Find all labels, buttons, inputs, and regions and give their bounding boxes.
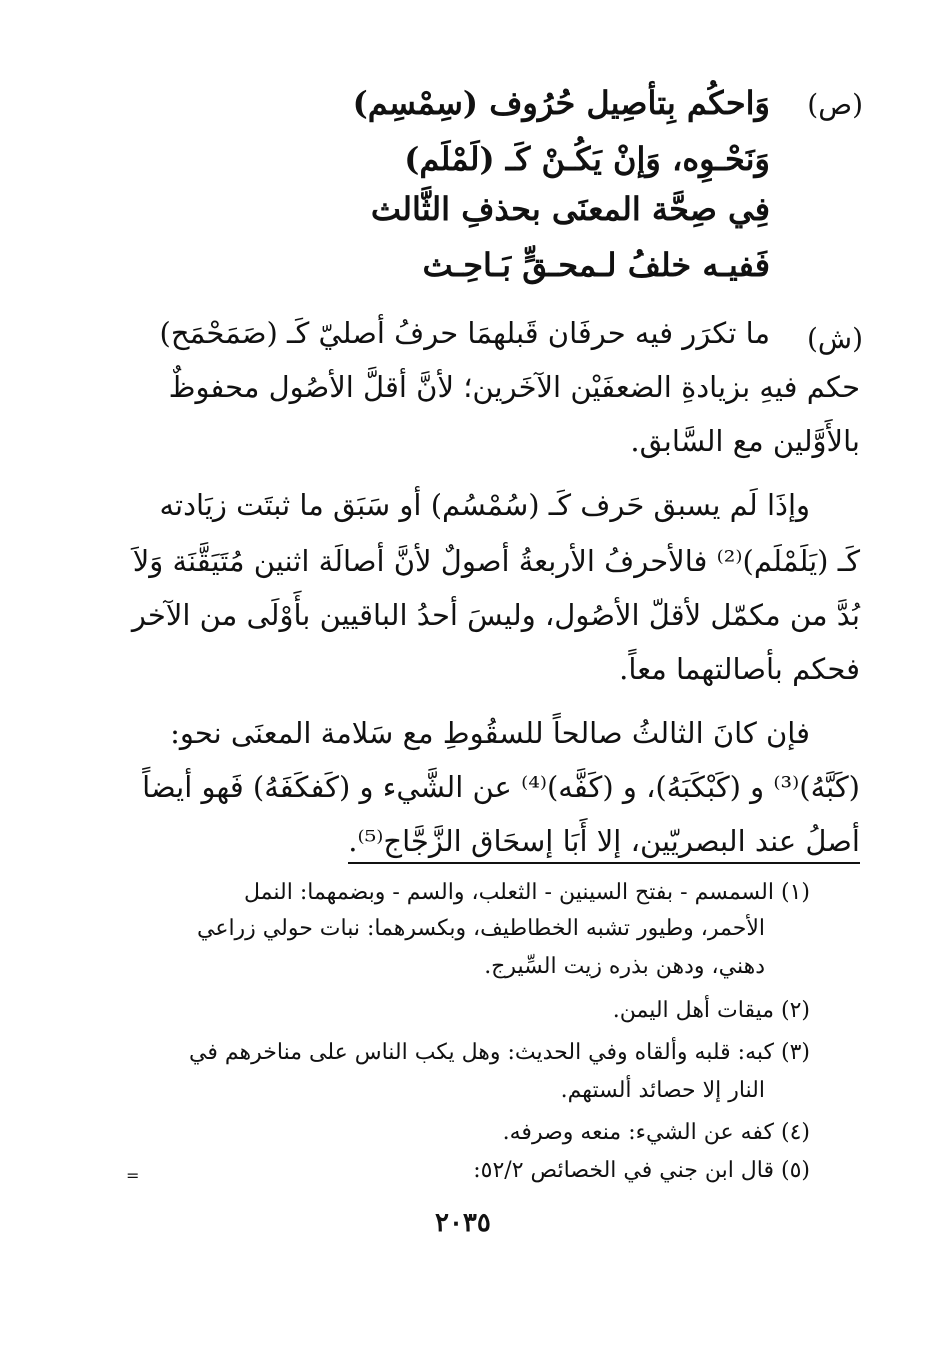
verse-line: وَاحكُم بِتأصِيل حُرُوف (سِمْسِم)	[352, 84, 770, 122]
footnote-line: (٣) كبه: قلبه وألقاه وفي الحديث: وهل يكب الناس على مناخرهم في	[189, 1040, 810, 1065]
page-number: ٢٠٣٥	[435, 1208, 491, 1238]
footnote-line: (٥) قال ابن جني في الخصائص ٥٢/٢:	[473, 1158, 810, 1183]
commentary-line: فحكم بأصالتهما معاً.	[619, 652, 860, 686]
commentary-line: أصلُ عند البصريّين، إلا أَبَا إسحَاق الزَّجَّاج⁽⁵⁾.	[348, 824, 860, 864]
commentary-line: فإن كانَ الثالثُ صالحاً للسقُوطِ مع سَلامة المعنَى نحو:	[170, 716, 810, 750]
footnote-line: الأحمر، وطيور تشبه الخطاطيف، وبكسرهما: نبات حولي زراعي	[196, 916, 765, 941]
verse-line: وَنَحْـوِه، وَإنْ يَكُـنْ كَـ (لَمْلَم)	[404, 140, 770, 178]
verse-line: فِي صِحَّة المعنَى بحذفِ الثَّالث	[370, 190, 770, 228]
commentary-line: بالأَوَّلين مع السَّابق.	[630, 424, 860, 458]
footnote-line: النار إلا حصائد ألستهم.	[560, 1078, 765, 1103]
commentary-line: وإذَا لَم يسبق حَرف كَـ (سُمْسُم) أو سَبَق ما ثبتَت زيَادته	[159, 488, 810, 522]
footnote-line: (٤) كفه عن الشيء: منعه وصرفه.	[502, 1120, 810, 1145]
commentary-line: بُدَّ من مكمّل لأقلّ الأصُول، وليسَ أحدُ الباقيين بأَوْلَى من الآخر	[131, 598, 860, 632]
verse-line: فَفيـه خلفُ لـمحـقٍّ بَـاحِـث	[422, 246, 770, 284]
commentary-line: ما تكرَر فيه حرفَان قَبلهمَا حرفُ أصليّ كَـ (صَمَحْمَح)	[159, 316, 770, 350]
commentary-line: حكم فيهِ بزيادةِ الضعفَيْن الآخَرين؛ لأنَّ أقلَّ الأصُول محفوظٌ	[168, 370, 860, 404]
footnote-line: (١) السمسم - بفتح السينين - الثعلب، والسم - وبضمهما: النمل	[244, 880, 810, 905]
verse-marker: (ص)	[807, 88, 863, 121]
commentary-line: كَـ (يَلَمْلَم)⁽²⁾ فالأحرفُ الأربعةُ أصولٌ لأنَّ أصالَة اثنين مُتَيَقَّنَة وَلاَ	[132, 544, 860, 578]
commentary-line: (كَبَّهُ)⁽³⁾ و (كَبْكَبَهُ)، و (كَفَّه)⁽⁴⁾ عن الشَّيء و (كَفكَفَهُ) فَهو أيضاً	[142, 770, 860, 804]
footnote-line: (٢) ميقات أهل اليمن.	[612, 998, 810, 1023]
footnote-line: دهني، ودهن بذره زيت السِّيرج.	[484, 954, 765, 979]
edge-mark: =	[126, 1166, 140, 1185]
commentary-marker: (ش)	[806, 322, 863, 355]
